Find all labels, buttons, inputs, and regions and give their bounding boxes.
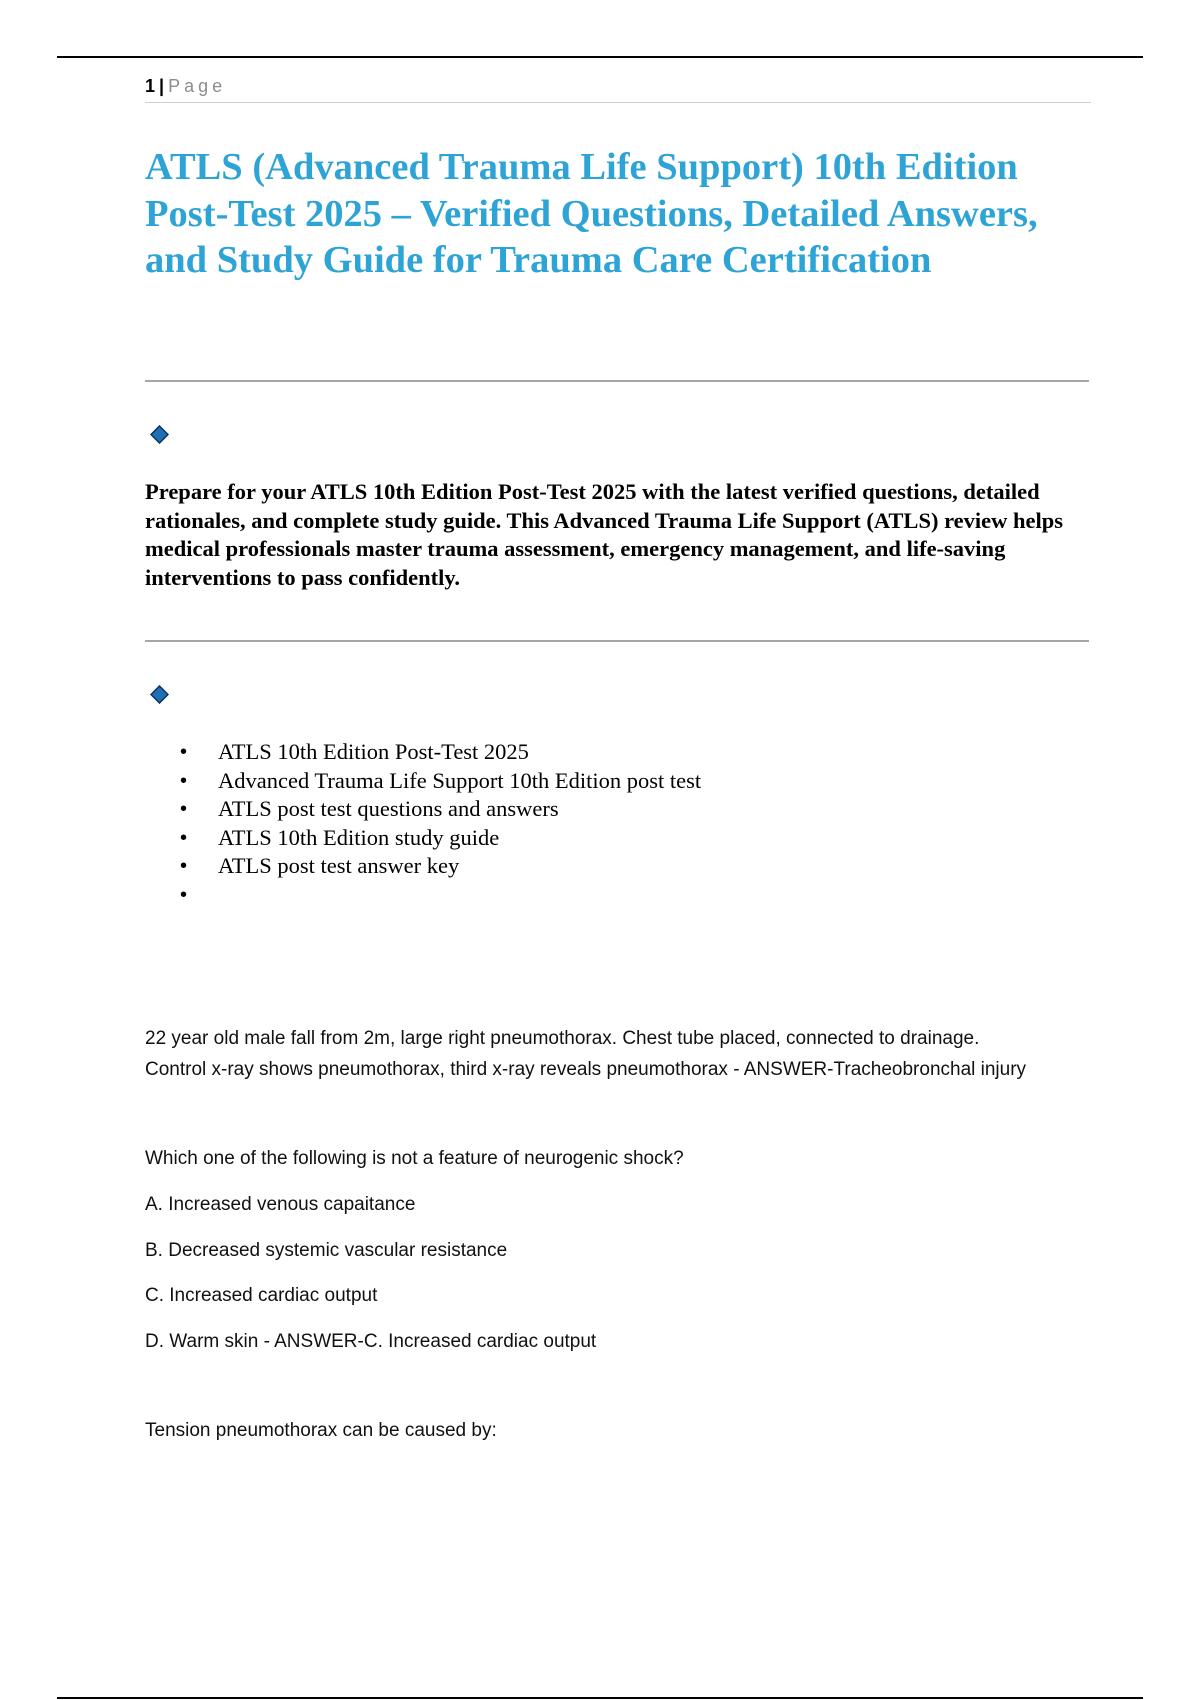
question-2-option-d: D. Warm skin - ANSWER-C. Increased cardiac output: [145, 1331, 597, 1352]
intro-paragraph: Prepare for your ATLS 10th Edition Post-Test 2025 with the latest verified questions, detailed rationales, and complete study guide. This Advanced Trauma Life Support (ATLS) review helps medical professionals master trauma assessment, emergency management, and life-saving interventions to pass confidently.: [145, 479, 1064, 590]
bottom-border-line: [57, 1697, 1143, 1699]
question-2-option-b: B. Decreased systemic vascular resistance: [145, 1240, 508, 1261]
top-border-line: [57, 56, 1143, 58]
keyword-item: • ATLS post test answer key: [145, 852, 701, 881]
divider-1: [145, 380, 1089, 382]
question-2-option-c: C. Increased cardiac output: [145, 1285, 378, 1306]
page-label: Page: [168, 76, 227, 96]
question-2-option-a: A. Increased venous capaitance: [145, 1194, 416, 1215]
keyword-item-empty: [145, 881, 701, 910]
question-3-stem: Tension pneumothorax can be caused by:: [145, 1420, 497, 1441]
keyword-item: • ATLS 10th Edition Post-Test 2025: [145, 738, 701, 767]
diamond-icon: [150, 685, 169, 704]
keyword-item: • ATLS 10th Edition study guide: [145, 824, 701, 853]
keyword-list: [145, 738, 701, 909]
page-separator: |: [159, 76, 165, 96]
question-1-line-2: Control x-ray shows pneumothorax, third x-ray reveals pneumothorax - ANSWER-Tracheobronchal injury: [145, 1059, 1027, 1080]
diamond-icon: [150, 425, 169, 444]
page-header: [145, 74, 1091, 103]
question-2-stem: Which one of the following is not a feature of neurogenic shock?: [145, 1148, 684, 1169]
page-number: 1: [145, 76, 156, 96]
keyword-item: • ATLS post test questions and answers: [145, 795, 701, 824]
question-1-line-1: 22 year old male fall from 2m, large right pneumothorax. Chest tube placed, connected to drainage.: [145, 1028, 980, 1049]
divider-2: [145, 640, 1089, 642]
document-title: ATLS (Advanced Trauma Life Support) 10th Edition Post-Test 2025 – Verified Questions, Detailed Answers, and Study Guide for Trauma Care Certification: [145, 146, 1038, 281]
keyword-item: • Advanced Trauma Life Support 10th Edition post test: [145, 767, 701, 796]
